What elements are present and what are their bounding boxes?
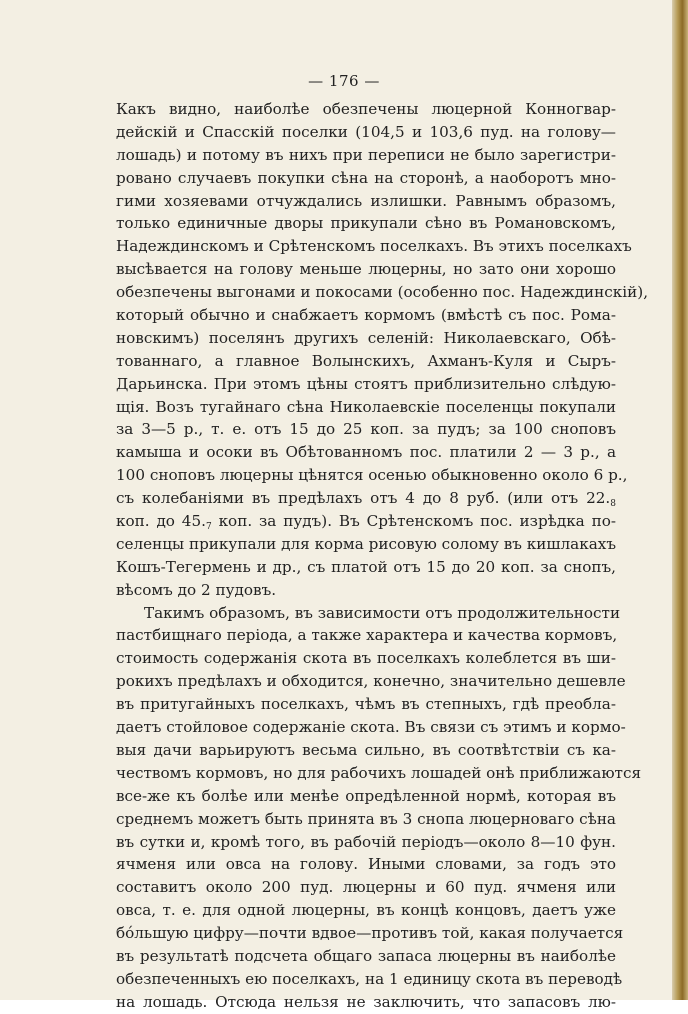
subscript: 8 [610, 499, 616, 510]
page-edge [672, 0, 688, 1000]
text-line: среднемъ можетъ быть принята въ 3 снопа люцерноваго сѣна [116, 809, 616, 828]
text-fragment: коп. за пудъ). Въ Срѣтенскомъ пос. изрѣдка по- [211, 512, 616, 531]
text-line: 100 сноповъ люцерны цѣнятся осенью обыкновенно около 6 р., [116, 466, 628, 485]
text-line: обезпеченныхъ ею поселкахъ, на 1 единицу скота въ переводѣ [116, 969, 623, 988]
text-fragment: съ колебаніями въ предѣлахъ отъ 4 до 8 руб. (или отъ 22. [116, 489, 611, 508]
text-line: чествомъ кормовъ, но для рабочихъ лошадей онѣ приближаются [116, 763, 642, 782]
text-line-with-subscript [116, 510, 616, 533]
text-line: камыша и осоки въ Обѣтованномъ пос. платили 2 — 3 р., а [116, 443, 616, 462]
text-line: дейскій и Спасскій поселки (104,5 и 103,6 пуд. на голову— [116, 122, 616, 141]
text-line: гими хозяевами отчуждались излишки. Равнымъ образомъ, [116, 191, 616, 210]
subscript: 7 [205, 522, 212, 533]
text-line: на лошадь. Отсюда нельзя не заключить, что запасовъ лю- [116, 992, 616, 1011]
body-text [116, 98, 649, 1014]
text-line: только единичные дворы прикупали сѣно въ Романовскомъ, [116, 214, 616, 233]
text-line: селенцы прикупали для корма рисовую солому въ кишлакахъ [116, 534, 616, 553]
text-line: новскимъ) поселянъ другихъ селеній: Николаевскаго, Обѣ- [116, 328, 616, 347]
text-line: лошадь) и потому въ нихъ при переписи не было зарегистри- [116, 145, 616, 164]
text-line: въ результатѣ подсчета общаго запаса люцерны въ наиболѣе [116, 946, 616, 965]
text-line: Надеждинскомъ и Срѣтенскомъ поселкахъ. Въ этихъ поселкахъ [116, 237, 632, 256]
text-line: овса, т. е. для одной люцерны, въ концѣ концовъ, даетъ уже [116, 901, 616, 920]
text-line: высѣвается на голову меньше люцерны, но зато они хорошо [116, 260, 616, 279]
text-line: стоимость содержанія скота въ поселкахъ колеблется въ ши- [116, 649, 616, 668]
text-line: даетъ стойловое содержаніе скота. Въ связи съ этимъ и кормо- [116, 718, 626, 737]
page-number: — 176 — [308, 72, 380, 90]
text-line: за 3—5 р., т. е. отъ 15 до 25 коп. за пудъ; за 100 сноповъ [116, 420, 616, 439]
text-line: пастбищнаго періода, а также характера и качества кормовъ, [116, 626, 618, 645]
text-line: въ притугайныхъ поселкахъ, чѣмъ въ степныхъ, гдѣ преобла- [116, 695, 616, 714]
text-line: Дарьинска. При этомъ цѣны стоятъ приблизительно слѣдую- [116, 374, 616, 393]
text-line: Такимъ образомъ, въ зависимости отъ продолжительности [144, 603, 621, 622]
text-line: ячменя или овса на голову. Иными словами, за годъ это [116, 855, 616, 874]
text-line: ровано случаевъ покупки сѣна на сторонѣ, а наоборотъ мно- [116, 168, 616, 187]
text-line: все-же къ болѣе или менѣе опредѣленной нормѣ, которая въ [116, 786, 616, 805]
text-line-with-subscript [116, 487, 616, 510]
text-line: рокихъ предѣлахъ и обходится, конечно, значительно дешевле [116, 672, 626, 691]
text-line: Какъ видно, наиболѣе обезпечены люцерной Конногвар- [116, 100, 616, 118]
text-line: тованнаго, а главное Волынскихъ, Ахманъ-Куля и Сыръ- [116, 351, 616, 370]
text-line: обезпечены выгонами и покосами (особенно пос. Надеждинскій), [116, 283, 649, 302]
text-line: бо́льшую цифру—почти вдвое—противъ той, какая получается [116, 924, 624, 943]
text-line: составитъ около 200 пуд. люцерны и 60 пуд. ячменя или [116, 878, 616, 897]
text-line: выя дачи варьируютъ весьма сильно, въ соотвѣтствіи съ ка- [116, 740, 616, 759]
text-line: вѣсомъ до 2 пудовъ. [116, 580, 277, 599]
text-line: въ сутки и, кромѣ того, въ рабочій періодъ—около 8—10 фун. [116, 832, 616, 851]
text-line: Кошъ-Тегермень и др., съ платой отъ 15 до 20 коп. за снопъ, [116, 557, 616, 576]
text-fragment: коп. до 45. [116, 512, 206, 531]
text-line: щія. Возъ тугайнаго сѣна Николаевскіе поселенцы покупали [116, 397, 616, 416]
text-line: который обычно и снабжаетъ кормомъ (вмѣстѣ съ пос. Рома- [116, 306, 616, 325]
